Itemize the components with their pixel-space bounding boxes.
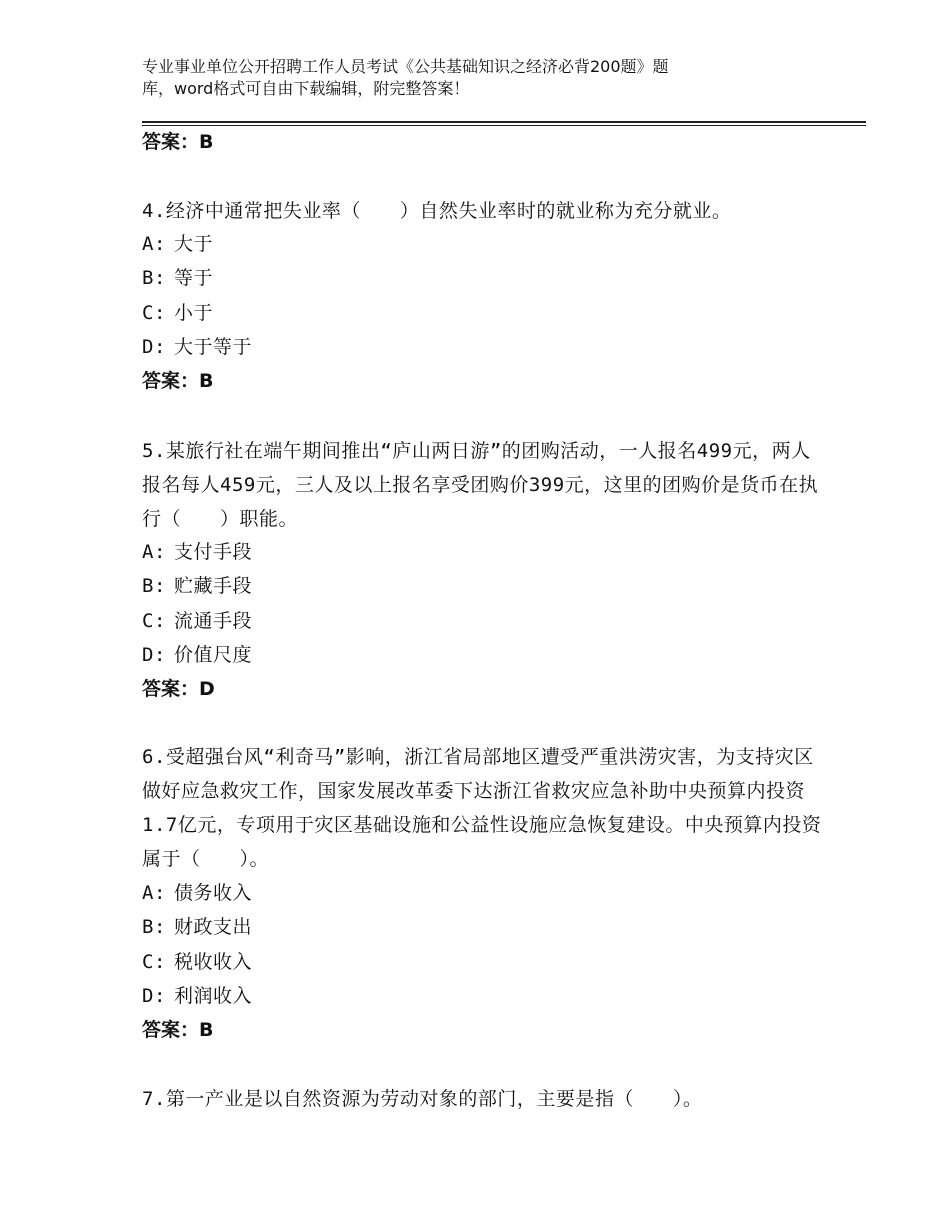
option-letter: C: bbox=[142, 302, 166, 324]
header-title-line1: 专业事业单位公开招聘工作人员考试《公共基础知识之经济必背200题》题 bbox=[142, 57, 669, 76]
question-6-answer bbox=[142, 1016, 214, 1044]
header-divider bbox=[142, 121, 866, 123]
answer-label: 答案： bbox=[142, 131, 200, 153]
option-letter: C: bbox=[142, 951, 166, 973]
option-text: 大于 bbox=[174, 233, 214, 255]
option-letter: B: bbox=[142, 575, 166, 597]
question-5-option-d bbox=[142, 641, 252, 669]
question-4-text: 4.经济中通常把失业率（ ）自然失业率时的就业称为充分就业。 bbox=[142, 200, 732, 222]
header-title-line2: 库，word格式可自由下载编辑，附完整答案！ bbox=[142, 79, 470, 98]
option-text: 大于等于 bbox=[174, 336, 253, 358]
question-6-option-c bbox=[142, 948, 252, 976]
header-divider-thin bbox=[142, 125, 866, 126]
answer-prev bbox=[142, 128, 214, 156]
question-4-option-a bbox=[142, 230, 213, 258]
option-text: 利润收入 bbox=[174, 985, 253, 1007]
question-5-option-a bbox=[142, 538, 252, 566]
option-text: 价值尺度 bbox=[174, 644, 253, 666]
answer-label: 答案： bbox=[142, 678, 200, 700]
question-6-option-a bbox=[142, 879, 252, 907]
option-text: 税收收入 bbox=[174, 951, 253, 973]
option-letter: D: bbox=[142, 985, 166, 1007]
question-5-option-b bbox=[142, 572, 252, 600]
question-4-option-c bbox=[142, 299, 213, 327]
answer-label: 答案： bbox=[142, 370, 200, 392]
document-header bbox=[142, 56, 782, 100]
option-text: 支付手段 bbox=[174, 541, 253, 563]
question-5-answer bbox=[142, 675, 215, 703]
option-letter: B: bbox=[142, 916, 166, 938]
option-letter: A: bbox=[142, 233, 166, 255]
question-5-option-c bbox=[142, 607, 252, 635]
question-4-answer bbox=[142, 367, 214, 395]
option-letter: A: bbox=[142, 882, 166, 904]
option-text: 财政支出 bbox=[174, 916, 253, 938]
option-text: 小于 bbox=[174, 302, 214, 324]
option-letter: A: bbox=[142, 541, 166, 563]
question-4-option-d bbox=[142, 333, 252, 361]
option-letter: C: bbox=[142, 610, 166, 632]
option-letter: B: bbox=[142, 267, 166, 289]
question-6-option-b bbox=[142, 913, 252, 941]
option-text: 贮藏手段 bbox=[174, 575, 253, 597]
option-letter: D: bbox=[142, 336, 166, 358]
option-text: 债务收入 bbox=[174, 882, 253, 904]
question-7-text: 7.第一产业是以自然资源为劳动对象的部门，主要是指（ ）。 bbox=[142, 1088, 703, 1110]
question-6-text: 6.受超强台风“利奇马”影响，浙江省局部地区遭受严重洪涝灾害，为支持灾区做好应急救灾工作，国家发展改革委下达浙江省救灾应急补助中央预算内投资1.7亿元，专项用于灾区基础设施和公益性设施应急恢复建设。中央预算内投资属于（ ）。 bbox=[142, 746, 822, 870]
question-6-option-d bbox=[142, 982, 252, 1010]
answer-value: B bbox=[199, 370, 214, 392]
option-text: 等于 bbox=[174, 267, 214, 289]
question-4-option-b bbox=[142, 264, 213, 292]
option-letter: D: bbox=[142, 644, 166, 666]
answer-label: 答案： bbox=[142, 1019, 200, 1041]
question-5-text: 5.某旅行社在端午期间推出“庐山两日游”的团购活动，一人报名499元，两人报名每人459元，三人及以上报名享受团购价399元，这里的团购价是货币在执行（ ）职能。 bbox=[142, 440, 819, 530]
answer-value: B bbox=[199, 131, 214, 153]
option-text: 流通手段 bbox=[174, 610, 253, 632]
answer-value: D bbox=[199, 678, 215, 700]
answer-value: B bbox=[199, 1019, 214, 1041]
